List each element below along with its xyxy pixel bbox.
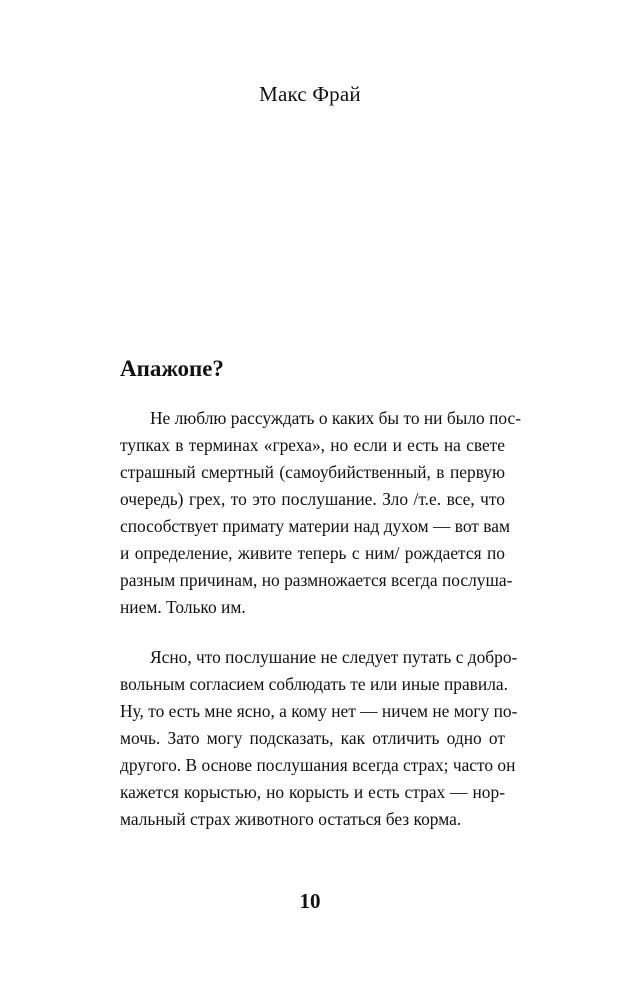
text-line: очередь) грех, то это послушание. Зло /т.е. все, что	[120, 489, 505, 509]
page-number: 10	[299, 889, 321, 913]
text-line: мочь. Зато могу подсказать, как отличить одно от	[120, 728, 505, 748]
text-line: нием. Только им.	[120, 597, 246, 617]
text-line: Ну, то есть мне ясно, а кому нет — ничем не могу по-	[120, 701, 518, 721]
text-line: Ясно, что послушание не следует путать с добро-	[150, 647, 518, 667]
text-line: Не люблю рассуждать о каких бы то ни было пос-	[150, 408, 522, 428]
text-line: разным причинам, но размножается всегда послуша-	[120, 570, 513, 590]
text-line: страшный смертный (самоубийственный, в первую	[120, 462, 505, 482]
text-line: и определение, живите теперь с ним/ рождается по	[120, 543, 505, 563]
body-text	[120, 405, 522, 833]
text-line: тупках в терминах «греха», но если и есть на свете	[120, 435, 505, 455]
text-line: способствует примату материи над духом — вот вам	[120, 516, 510, 536]
running-head-author: Макс Фрай	[259, 82, 361, 106]
paragraph-1	[120, 405, 522, 621]
text-line: вольным согласием соблюдать те или иные правила.	[120, 674, 508, 694]
text-line: другого. В основе послушания всегда страх; часто он	[120, 755, 516, 775]
chapter-title: Апажопе?	[120, 356, 224, 381]
paragraph-2	[120, 644, 518, 833]
paragraph-spacer	[120, 621, 505, 644]
text-line: мальный страх животного остаться без корма.	[120, 809, 462, 829]
text-line: кажется корыстью, но корысть и есть страх — нор-	[120, 782, 505, 802]
